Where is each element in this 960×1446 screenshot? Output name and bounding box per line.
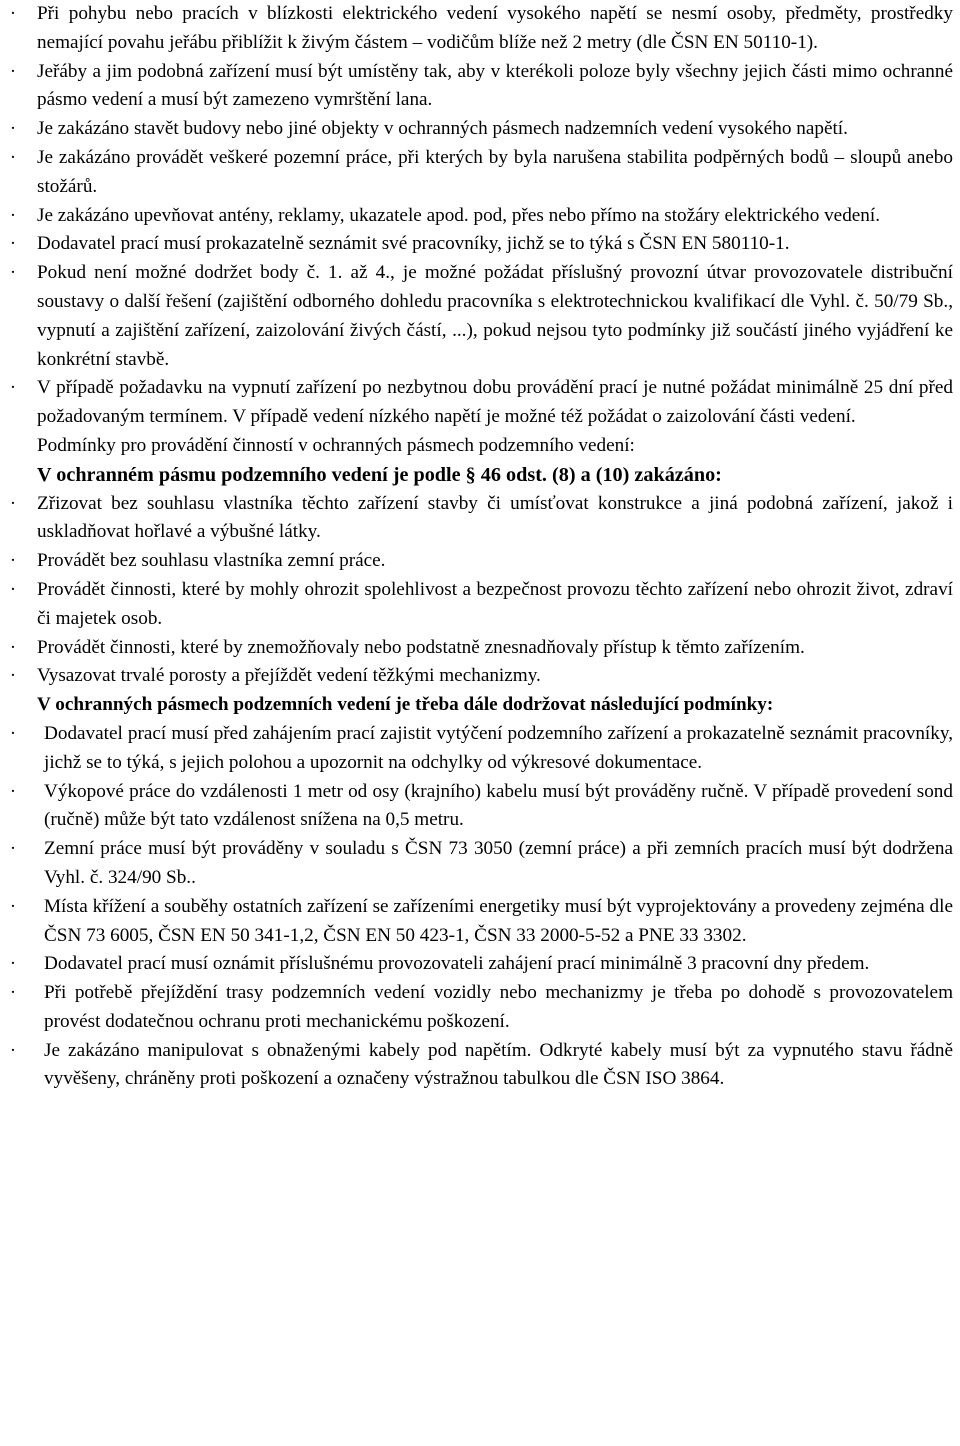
list-item-text: Je zakázáno manipulovat s obnaženými kabely pod napětím. Odkryté kabely musí být za vypnutého stavu řádně vyvěšeny, chráněny proti poškození a označeny výstražnou tabulkou dle ČSN ISO 3864. xyxy=(44,1039,953,1090)
forbidden-heading: V ochranném pásmu podzemního vedení je podle § 46 odst. (8) a (10) zakázáno: xyxy=(37,463,722,486)
list-item xyxy=(0,202,953,231)
bullet-icon: · xyxy=(9,60,17,82)
list-item xyxy=(0,835,953,893)
bullet-icon: · xyxy=(9,262,17,284)
list-item xyxy=(0,893,953,951)
bullet-icon: · xyxy=(9,233,17,255)
bullet-icon: · xyxy=(9,377,17,399)
list-item xyxy=(0,950,953,979)
list-item xyxy=(0,576,953,634)
list-item-text: Dodavatel prací musí před zahájením prací zajistit vytýčení podzemního zařízení a prokazatelně seznámit pracovníky, jichž se to týká, s jejich polohou a upozornit na odchylky od výkresové dokumentace. xyxy=(44,722,953,773)
list-item xyxy=(0,0,953,58)
list-item-text: Vysazovat trvalé porosty a přejíždět vedení těžkými mechanizmy. xyxy=(37,665,541,687)
bullet-icon: · xyxy=(9,118,17,140)
overhead-line-rules-list xyxy=(0,0,953,432)
list-item xyxy=(0,259,953,374)
list-item-text: Pokud není možné dodržet body č. 1. až 4., je možné požádat příslušný provozní útvar provozovatele distribuční soustavy o další řešení (zajištění odborného dohledu pracovníka s elektrotechnickou kvalifikací dle Vyhl. č. 50/79 Sb., vypnutí a zajištění zařízení, zaizolování živých částí, ...), pokud nejsou tyto podmínky již součástí jiného vyjádření ke konkrétní stavbě. xyxy=(37,262,953,370)
bullet-icon: · xyxy=(9,953,17,975)
list-item xyxy=(0,58,953,116)
list-item-text: Provádět bez souhlasu vlastníka zemní práce. xyxy=(37,550,386,572)
list-item xyxy=(0,490,953,548)
list-item-text: Výkopové práce do vzdálenosti 1 metr od osy (krajního) kabelu musí být prováděny ručně. V případě provedení sond (ručně) může být tato vzdálenost snížena na 0,5 metru. xyxy=(44,780,953,831)
bullet-icon: · xyxy=(9,204,17,226)
bullet-icon: · xyxy=(9,780,17,802)
list-item xyxy=(0,115,953,144)
list-item-text: Provádět činnosti, které by znemožňovaly nebo podstatně znesnadňovaly přístup k těmto zařízením. xyxy=(37,636,805,658)
underground-intro: Podmínky pro provádění činností v ochranných pásmech podzemního vedení: xyxy=(37,434,635,456)
list-item-text: Při pohybu nebo pracích v blízkosti elektrického vedení vysokého napětí se nesmí osoby, předměty, prostředky nemající povahu jeřábu přiblížit k živým částem – vodičům blíže než 2 metry (dle ČSN EN 50110-1). xyxy=(37,3,953,53)
list-item-text: Při potřebě přejíždění trasy podzemních vedení vozidly nebo mechanizmy je třeba po dohodě s provozovatelem provést dodatečnou ochranu proti mechanickému poškození. xyxy=(44,982,953,1032)
list-item-text: Zemní práce musí být prováděny v souladu s ČSN 73 3050 (zemní práce) a při zemních pracích musí být dodržena Vyhl. č. 324/90 Sb.. xyxy=(44,838,953,888)
bullet-icon: · xyxy=(9,895,17,917)
list-item-text: Je zakázáno provádět veškeré pozemní práce, při kterých by byla narušena stabilita podpěrných bodů – sloupů anebo stožárů. xyxy=(37,146,953,197)
conditions-list xyxy=(0,720,953,1094)
list-item-text: Jeřáby a jim podobná zařízení musí být umístěny tak, aby v kterékoli poloze byly všechny jejich části mimo ochranné pásmo vedení a musí být zamezeno vymrštění lana. xyxy=(37,60,953,111)
list-item xyxy=(0,374,953,432)
bullet-icon: · xyxy=(9,492,17,514)
list-item-text: Je zakázáno stavět budovy nebo jiné objekty v ochranných pásmech nadzemních vedení vysokého napětí. xyxy=(37,118,848,140)
list-item-text: Dodavatel prací musí oznámit příslušnému provozovateli zahájení prací minimálně 3 pracovní dny předem. xyxy=(44,953,870,975)
bullet-icon: · xyxy=(9,722,17,744)
list-item xyxy=(0,979,953,1037)
bullet-icon: · xyxy=(9,665,17,687)
list-item-text: Provádět činnosti, které by mohly ohrozit spolehlivost a bezpečnost provozu těchto zařízení nebo ohrozit život, zdraví či majetek osob. xyxy=(37,578,953,629)
bullet-icon: · xyxy=(9,636,17,658)
bullet-icon: · xyxy=(9,1039,17,1061)
bullet-icon: · xyxy=(9,578,17,600)
bullet-icon: · xyxy=(9,146,17,168)
list-item xyxy=(0,144,953,202)
list-item xyxy=(0,720,953,778)
bullet-icon: · xyxy=(9,550,17,572)
list-item xyxy=(0,547,953,576)
list-item xyxy=(0,1037,953,1095)
forbidden-list xyxy=(0,490,953,692)
list-item-text: Zřizovat bez souhlasu vlastníka těchto zařízení stavby či umísťovat konstrukce a jiná podobná zařízení, jakož i uskladňovat hořlavé a výbušné látky. xyxy=(37,492,953,543)
bullet-icon: · xyxy=(9,982,17,1004)
list-item-text: Místa křížení a souběhy ostatních zařízení se zařízeními energetiky musí být vyprojektovány a provedeny zejména dle ČSN 73 6005, ČSN EN 50 341-1,2, ČSN EN 50 423-1, ČSN 33 2000-5-52 a PNE 33 3302. xyxy=(44,895,953,946)
list-item xyxy=(0,634,953,663)
list-item-text: V případě požadavku na vypnutí zařízení po nezbytnou dobu provádění prací je nutné požádat minimálně 25 dní před požadovaným termínem. V případě vedení nízkého napětí je možné též požádat o zaizolování části vedení. xyxy=(37,377,953,428)
bullet-icon: · xyxy=(9,838,17,860)
list-item xyxy=(0,778,953,836)
list-item-text: Je zakázáno upevňovat antény, reklamy, ukazatele apod. pod, přes nebo přímo na stožáry elektrického vedení. xyxy=(37,204,881,226)
conditions-heading: V ochranných pásmech podzemních vedení je třeba dále dodržovat následující podmínky: xyxy=(37,694,774,716)
list-item-text: Dodavatel prací musí prokazatelně seznámit své pracovníky, jichž se to týká s ČSN EN 580110-1. xyxy=(37,233,790,255)
list-item xyxy=(0,662,953,691)
bullet-icon: · xyxy=(9,3,17,24)
list-item xyxy=(0,230,953,259)
